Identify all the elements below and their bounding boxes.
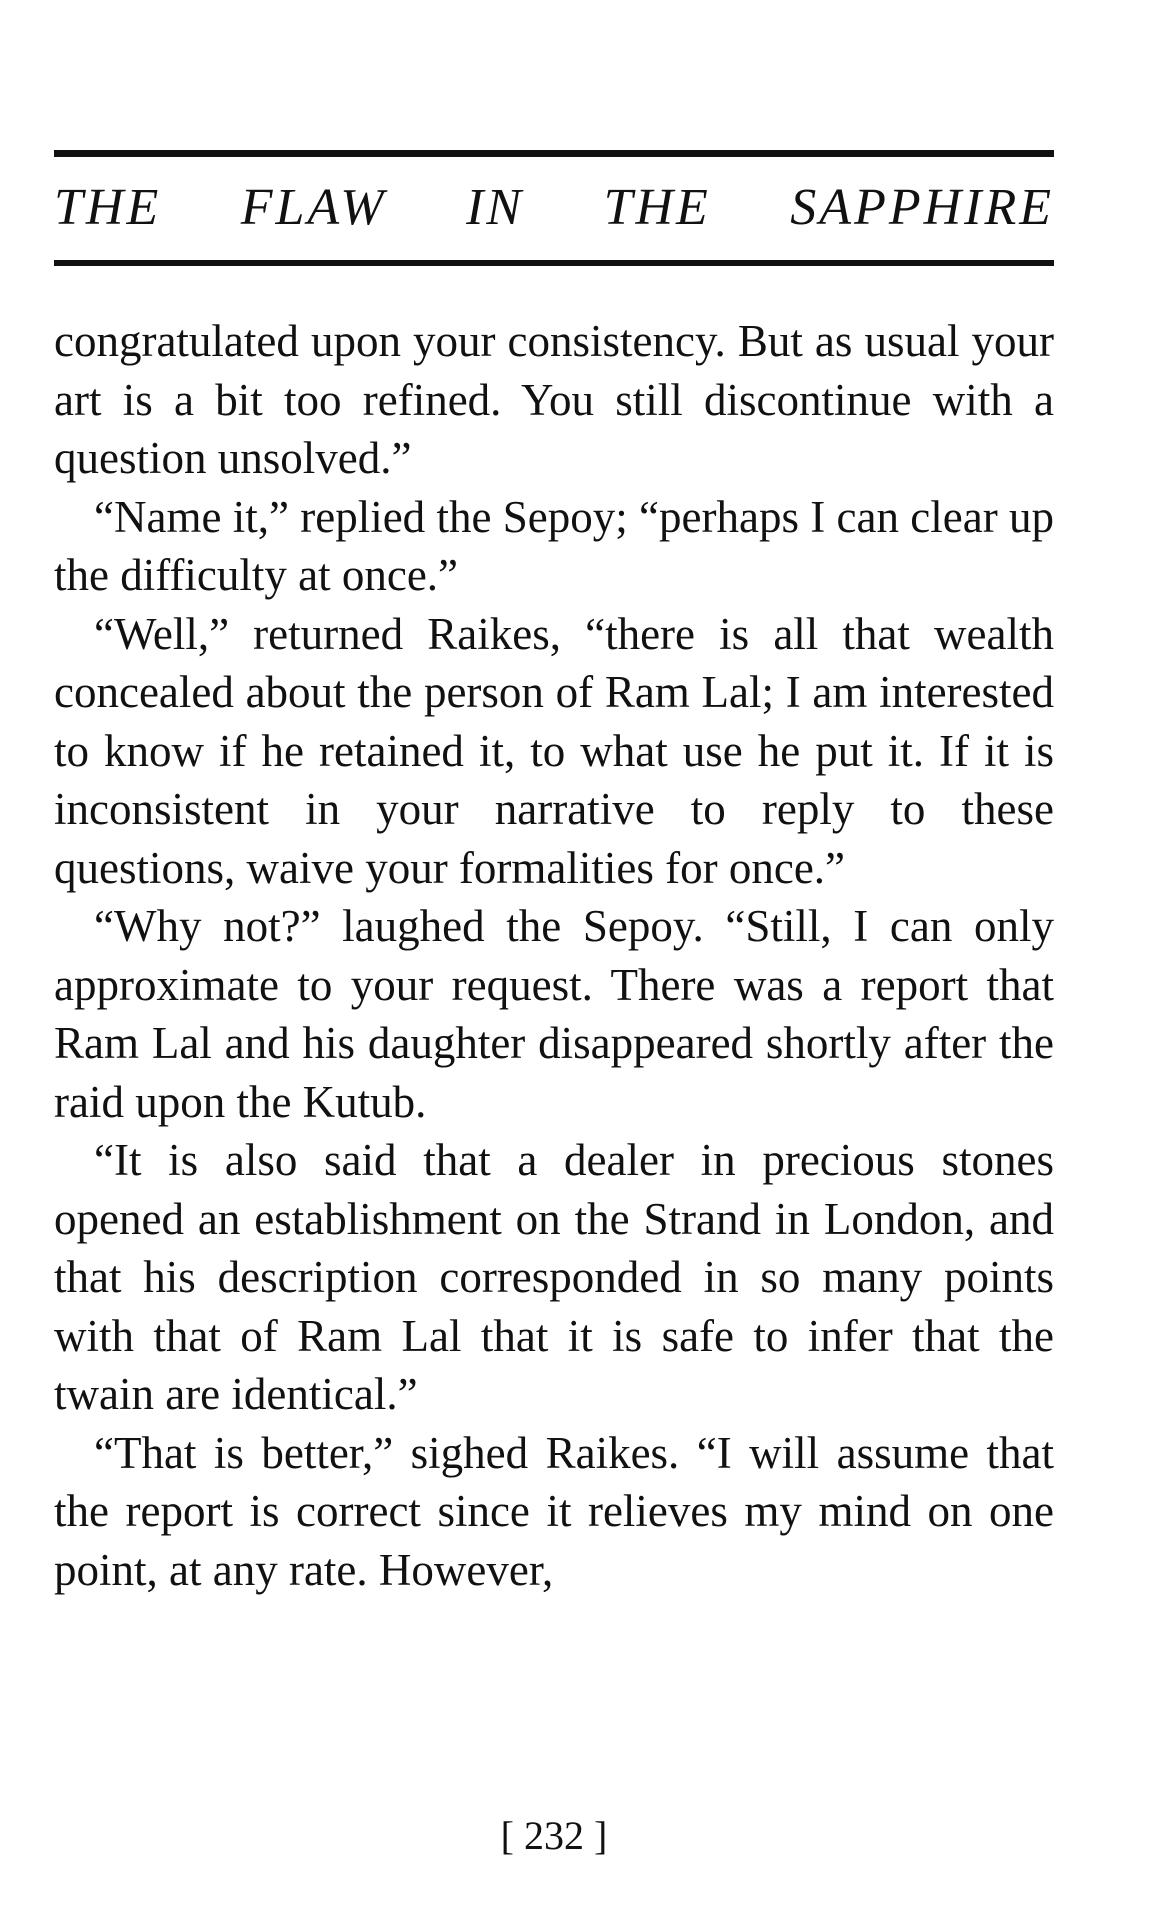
running-head: THE FLAW IN THE SAPPHIRE <box>54 179 1054 236</box>
paragraph: “That is better,” sighed Raikes. “I will assume that the report is correct since it relieves my mind on one point, at any rate. However, <box>54 1427 1054 1595</box>
body-text <box>54 312 1054 1599</box>
paragraph: “Name it,” replied the Sepoy; “perhaps I can clear up the difficulty at once.” <box>54 491 1054 600</box>
book-page <box>54 0 1054 1930</box>
paragraph: “It is also said that a dealer in precious stones opened an establishment on the Strand in London, and that his description corresponded in so many points with that of Ram Lal that it is safe to infer that the twain are identical.” <box>54 1135 1054 1419</box>
page-number: [ 232 ] <box>500 1813 608 1858</box>
header-top-rule <box>54 150 1054 157</box>
paragraph: “Why not?” laughed the Sepoy. “Still, I can only approximate to your request. There was a report that Ram Lal and his daughter disappeared shortly after the raid upon the Kutub. <box>54 901 1054 1127</box>
header-bottom-rule <box>54 260 1054 266</box>
paragraph: congratulated upon your consistency. But as usual your art is a bit too refined. You still discontinue with a question unsolved.” <box>54 316 1054 483</box>
paragraph: “Well,” returned Raikes, “there is all that wealth concealed about the person of Ram Lal; I am interested to know if he retained it, to what use he put it. If it is inconsistent in your narrative to reply to these questions, waive your formalities for once.” <box>54 608 1054 893</box>
